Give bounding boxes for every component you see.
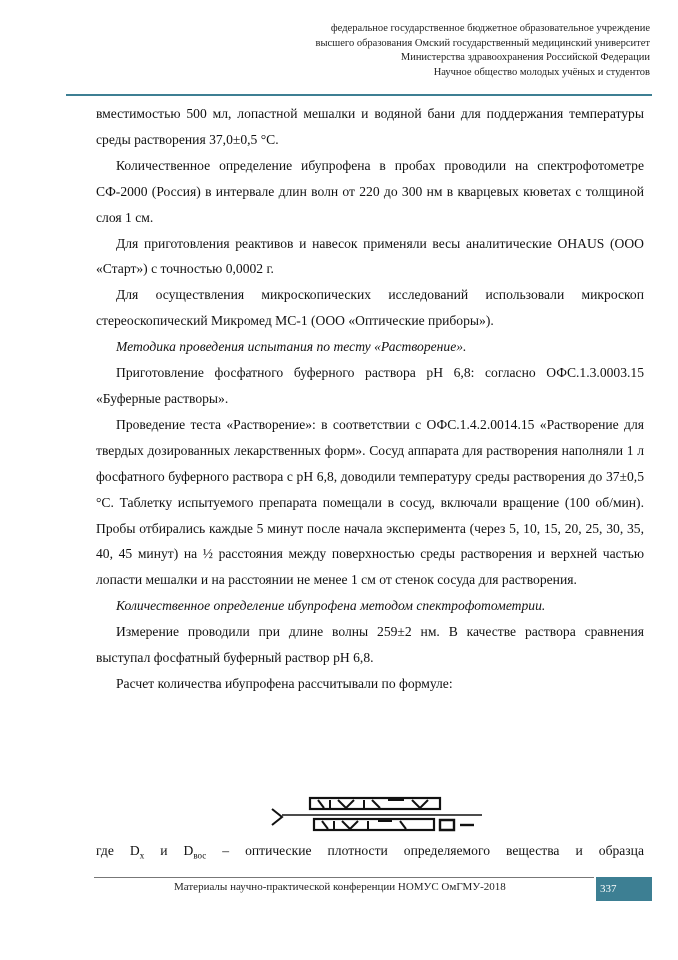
paragraph-6: Проведение теста «Растворение»: в соответствии с ОФС.1.4.2.0014.15 «Растворение для твердых дозированных лекарственных форм». Сосуд аппарата для растворения наполняли 1 л фосфатного буферного раствора с pH 6,8, доводили температуру среды растворения до 37±0,5 °С. Таблетку испытуемого препарата помещали в сосуд, включали вращение (100 об/мин). Пробы отбирались каждые 5 минут после начала эксперимента (через 5, 10, 15, 20, 25, 30, 35, 40, 45 минут) на ½ расстояния между поверхностью среды растворения и верхней частью лопасти мешалки и на расстоянии не менее 1 см от стенок сосуда для растворения. <box>96 416 644 588</box>
paragraph-5: Приготовление фосфатного буферного раствора pH 6,8: согласно ОФС.1.3.0003.15 «Буферные растворы». <box>96 365 644 406</box>
paragraph-2: Количественное определение ибупрофена в пробах проводили на спектрофотометре СФ-2000 (Россия) в интервале длин волн от 220 до 300 нм в кварцевых кюветах с толщиной слоя 1 см. <box>96 157 644 225</box>
method-heading: Методика проведения испытания по тесту «Растворение». <box>116 339 467 355</box>
formula-legend-line <box>96 838 644 870</box>
footer-text: Материалы научно-практической конференции НОМУС ОмГМУ-2018 <box>174 881 506 893</box>
paragraph-1: вместимостью 500 мл, лопастной мешалки и водяной бани для поддержания температуры среды растворения 37,0±0,5 °С. <box>96 106 644 147</box>
legend-sub-x: x <box>139 850 145 861</box>
paragraph-8: Расчет количества ибупрофена рассчитывали по формуле: <box>116 675 453 691</box>
header-line-3: Министерства здравоохранения Российской Федерации <box>400 52 650 63</box>
formula-image <box>268 795 498 835</box>
page-header <box>90 22 650 80</box>
header-line-2: высшего образования Омский государственный медицинский университет <box>315 37 650 49</box>
legend-sub-voc: вос <box>193 850 207 861</box>
body-text <box>96 101 644 697</box>
header-line-1: федеральное государственное бюджетное образовательное учреждение <box>330 23 650 34</box>
footer-divider <box>94 877 594 878</box>
page-number-badge: 337 <box>596 877 652 901</box>
legend-middle: и D <box>144 843 194 858</box>
legend-prefix: где D <box>96 843 140 858</box>
paragraph-3: Для приготовления реактивов и навесок применяли весы аналитические OHAUS (ООО «Старт») с точностью 0,0002 г. <box>96 235 644 277</box>
header-line-4: Научное общество молодых учёных и студентов <box>433 66 650 78</box>
paragraph-7: Измерение проводили при длине волны 259±2 нм. В качестве раствора сравнения выступал фосфатный буферный раствор pH 6,8. <box>96 624 644 666</box>
legend-suffix: – оптические плотности определяемого вещества и образца <box>206 843 644 858</box>
spectro-heading: Количественное определение ибупрофена методом спектрофотометрии. <box>116 598 546 614</box>
paragraph-4: Для осуществления микроскопических исследований использовали микроскоп стереоскопический Микромед МС-1 (ООО «Оптические приборы»). <box>96 287 644 329</box>
header-divider <box>66 94 652 96</box>
